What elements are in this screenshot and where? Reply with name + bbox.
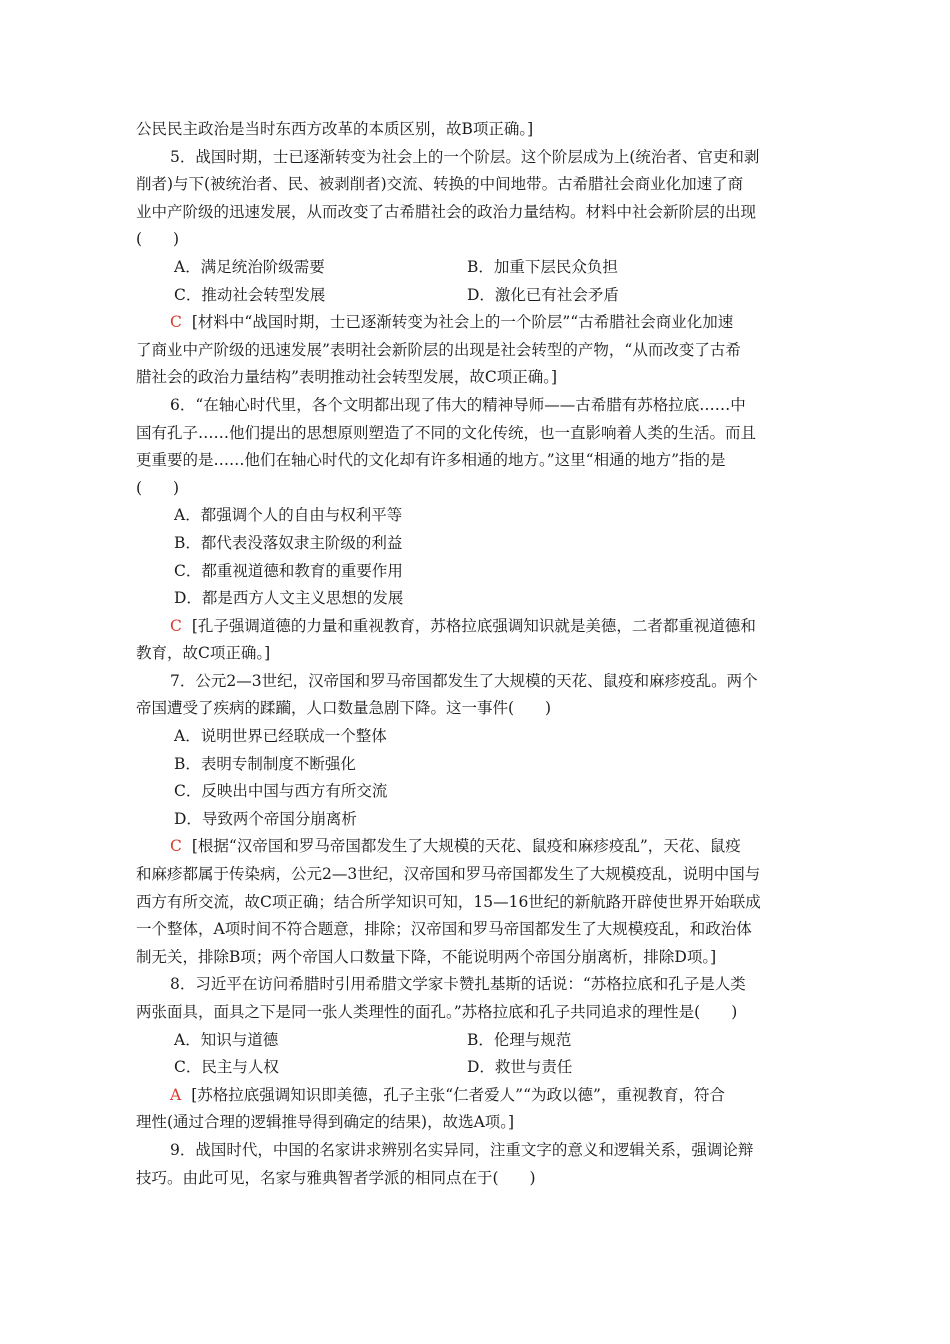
question-8 [136,971,816,1137]
intro-tail: 公民民主政治是当时东西方改革的本质区别，故B项正确。] [136,120,534,138]
question-5-stem-line-1: 5．战国时期，士已逐渐转变为社会上的一个阶层。这个阶层成为上(统治者、官吏和剥 [170,147,760,166]
answer-letter: C [170,837,182,856]
explanation-text: [孔子强调道德的力量和重视教育，苏格拉底强调知识就是美德，二者都重视道德和 [191,616,756,635]
option-b: B．都代表没落奴隶主阶级的利益 [174,533,403,552]
question-8-explanation-line-1 [136,1082,816,1110]
option-c: C．都重视道德和教育的重要作用 [174,561,403,580]
answer-letter: C [170,616,182,635]
option-d: D．都是西方人文主义思想的发展 [174,589,404,608]
question-7-explanation-line-5: 制无关，排除B项；两个帝国人口数量下降，不能说明两个帝国分崩离析，排除D项。] [136,947,717,966]
explanation-text: [材料中“战国时期，士已逐渐转变为社会上的一个阶层”“古希腊社会商业化加速 [191,313,734,332]
option-d: D．救世与责任 [467,1058,573,1077]
option-c: C．推动社会转型发展 [174,285,326,304]
option-a: A．说明世界已经联成一个整体 [174,727,387,746]
question-8-explanation-line-2: 理性(通过合理的逻辑推导得到确定的结果)，故选A项。] [136,1113,515,1132]
question-8-options-row-1 [136,1027,816,1055]
option-c: C．民主与人权 [174,1058,279,1077]
question-7-explanation-line-1 [136,833,816,861]
option-a: A．都强调个人的自由与权利平等 [174,506,403,525]
question-5-stem-line-4: ( ) [136,230,180,249]
option-b: B．加重下层民众负担 [467,257,618,276]
question-6-stem-line-4: ( ) [136,478,180,497]
option-d: D．激化已有社会矛盾 [467,285,619,304]
question-7-explanation-line-3: 西方有所交流，故C项正确；结合所学知识可知，15—16世纪的新航路开辟使世界开始联成 [136,892,761,911]
question-7-stem-line-2: 帝国遭受了疾病的蹂躏，人口数量急剧下降。这一事件( ) [136,699,552,718]
option-a: A．满足统治阶级需要 [174,257,325,276]
question-9 [136,1137,816,1192]
question-5-explanation-line-3: 腊社会的政治力量结构”表明推动社会转型发展，故C项正确。] [136,368,558,387]
question-9-stem-line-2: 技巧。由此可见，名家与雅典智者学派的相同点在于( ) [136,1168,536,1187]
question-5-explanation-line-1 [136,309,816,337]
question-5-stem-line-2: 削者)与下(被统治者、民、被剥削者)交流、转换的中间地带。古希腊社会商业化加速了商 [136,175,744,194]
question-7-explanation-line-4: 一个整体，A项时间不符合题意，排除；汉帝国和罗马帝国都发生了大规模疫乱，和政治体 [136,920,752,939]
question-5 [136,144,816,392]
question-5-options-row-2 [136,282,816,310]
question-9-stem-line-1: 9．战国时代，中国的名家讲求辨别名实异同，注重文字的意义和逻辑关系，强调论辩 [170,1140,754,1159]
question-8-options-row-2 [136,1054,816,1082]
question-6-stem-line-2: 国有孔子……他们提出的思想原则塑造了不同的文化传统，也一直影响着人类的生活。而且 [136,423,757,442]
question-5-options-row-1 [136,254,816,282]
question-6-stem-line-3: 更重要的是……他们在轴心时代的文化却有许多相通的地方。”这里“相通的地方”指的是 [136,451,726,470]
explanation-text: [根据“汉帝国和罗马帝国都发生了大规模的天花、鼠疫和麻疹疫乱”，天花、鼠疫 [191,837,741,856]
answer-letter: C [170,313,182,332]
explanation-text: [苏格拉底强调知识即美德，孔子主张“仁者爱人”“为政以德”，重视教育，符合 [191,1085,725,1104]
option-a: A．知识与道德 [174,1030,279,1049]
option-b: B．表明专制制度不断强化 [174,754,356,773]
question-8-stem-line-1: 8．习近平在访问希腊时引用希腊文学家卡赞扎基斯的话说：“苏格拉底和孔子是人类 [170,975,746,994]
document-page [136,116,816,1192]
question-6-explanation-line-2: 教育，故C项正确。] [136,644,271,663]
answer-letter: A [170,1085,182,1104]
question-8-stem-line-2: 两张面具，面具之下是同一张人类理性的面孔。”苏格拉底和孔子共同追求的理性是( ) [136,1003,738,1021]
question-7 [136,668,816,972]
question-7-stem-line-1: 7．公元2—3世纪，汉帝国和罗马帝国都发生了大规模的天花、鼠疫和麻疹疫乱。两个 [170,671,758,690]
question-6-stem-line-1: 6．“在轴心时代里，各个文明都出现了伟大的精神导师——古希腊有苏格拉底……中 [170,395,746,414]
question-5-stem-line-3: 业中产阶级的迅速发展，从而改变了古希腊社会的政治力量结构。材料中社会新阶层的出现 [136,202,757,221]
question-5-explanation-line-2: 了商业中产阶级的迅速发展”表明社会新阶层的出现是社会转型的产物，“从而改变了古希 [136,340,741,359]
option-b: B．伦理与规范 [467,1030,572,1049]
option-d: D．导致两个帝国分崩离析 [174,809,357,828]
question-6-explanation-line-1 [136,613,816,641]
option-c: C．反映出中国与西方有所交流 [174,782,388,801]
question-6 [136,392,816,668]
question-7-explanation-line-2: 和麻疹都属于传染病，公元2—3世纪，汉帝国和罗马帝国都发生了大规模疫乱，说明中国与 [136,865,761,884]
